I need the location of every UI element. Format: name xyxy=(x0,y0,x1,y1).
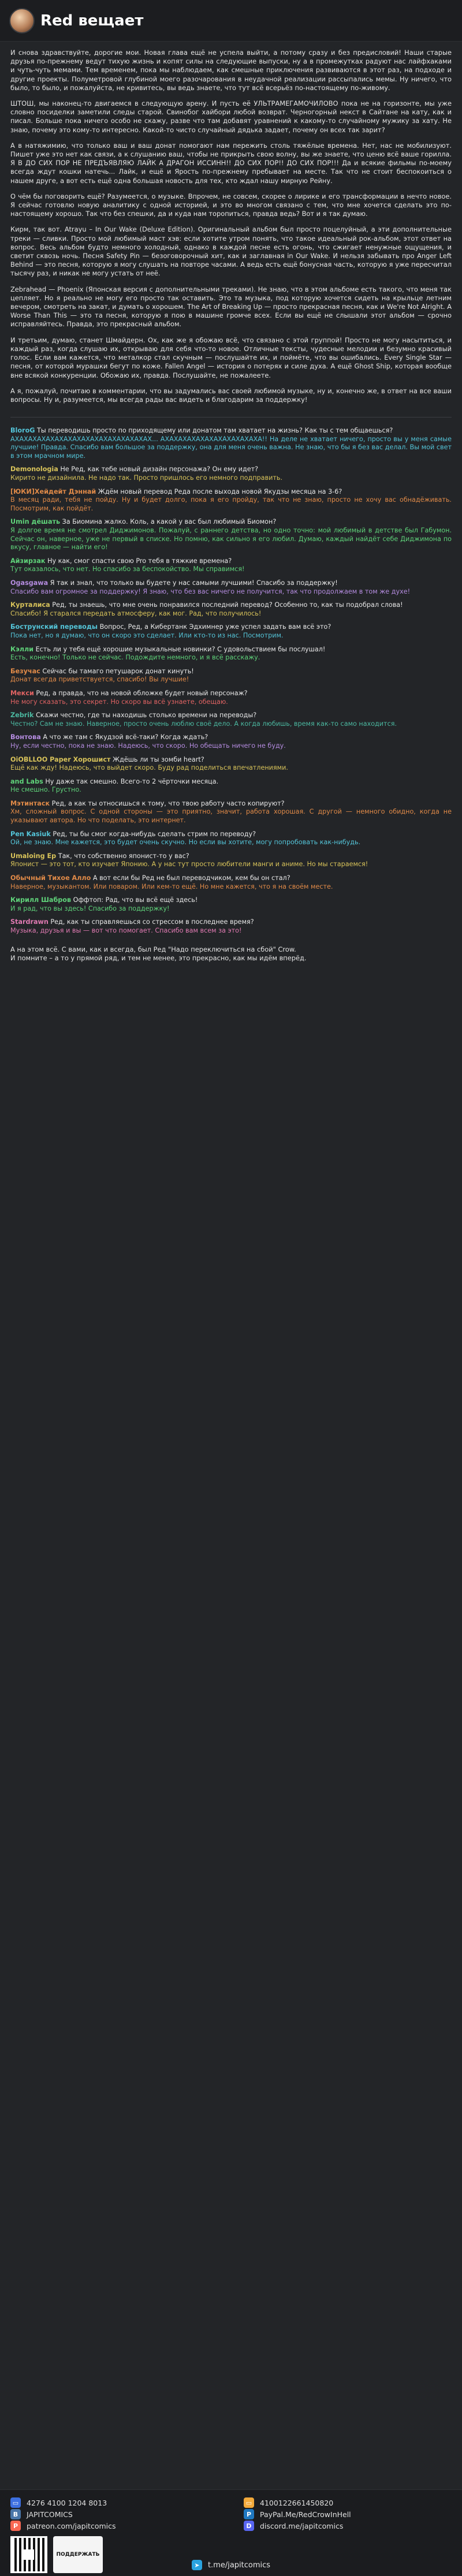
commenter-name[interactable]: [ЮКИ]Хейдейт Дэннай xyxy=(10,487,96,495)
qa-item xyxy=(10,852,452,869)
qa-question-line xyxy=(10,518,452,527)
vk-icon: В xyxy=(10,2509,21,2519)
question-text: Ред, ты знаешь, что мне очень понравился последний перевод? Особенно то, как ты подобрал слова! xyxy=(52,601,403,609)
qa-item xyxy=(10,756,452,773)
question-text: Так, что собственно японист-то у вас? xyxy=(58,852,189,860)
qa-item xyxy=(10,488,452,513)
patreon-link: patreon.com/japitcomics xyxy=(27,2521,116,2530)
qa-question-line xyxy=(10,557,452,566)
question-text: Ты переводишь просто по приходящему или донатом там хватает на жизнь? Как ты с тем общаешься? xyxy=(37,427,393,435)
qa-question-line xyxy=(10,488,452,497)
commenter-name[interactable]: Pen Kasiuk xyxy=(10,830,51,838)
commenter-name[interactable]: and Labs xyxy=(10,777,43,785)
answer-text: Ещё как жду! Надеюсь, что выйдет скоро. Буду рад поделиться впечатлениями. xyxy=(10,764,288,772)
qa-question-line xyxy=(10,918,452,927)
question-text: А вот если бы Ред не был переводчиком, кем бы он стал? xyxy=(92,874,290,882)
commenter-name[interactable]: Umin дёшать xyxy=(10,518,61,526)
answer-text: Спасибо! Я старался передать атмосферу, как мог. Рад, что получилось! xyxy=(10,609,262,617)
qa-question-line xyxy=(10,800,452,808)
post-title: Red вещает xyxy=(40,12,144,29)
commenter-name[interactable]: Кирилл Шабров xyxy=(10,896,72,904)
card-icon: ▭ xyxy=(10,2497,21,2508)
intro-paragraph: О чём бы поговорить ещё? Разумеется, о музыке. Впрочем, не совсем, скорее о лирике и его трансформации в нечто новое. Я сейчас готовлю новую аналитику с одной историей, и это во многом связано с тем, что мне хочется сделать это по-настоящему хорошо. Так что без спешки, да и куда нам торопиться, правда ведь? Вот и я так думаю. xyxy=(10,192,452,218)
answer-text: Я долгое время не смотрел Диджимонов. Пожалуй, с раннего детства, но одно точно: мой любимый в детстве был Габумон. Сейчас он, наверное, уже не первый в списке. Но помню, как сильно я его любил. Думаю, каждый найдёт себе Диджимона по вкусу, главное — найти его! xyxy=(10,527,452,551)
qa-item xyxy=(10,579,452,596)
qa-item xyxy=(10,711,452,728)
question-text: За Биомина жалко. Коль, а какой у вас был любимый Биомон? xyxy=(62,518,277,526)
question-text: Ждёшь ли ты зомби heart? xyxy=(113,755,204,763)
commenter-name[interactable]: BloroG xyxy=(10,427,35,435)
qa-item xyxy=(10,830,452,847)
paypal-icon: P xyxy=(244,2509,254,2519)
qa-item xyxy=(10,874,452,891)
question-text: Скажи честно, где ты находишь столько времени на переводы? xyxy=(36,711,257,720)
qa-item xyxy=(10,668,452,684)
qa-item xyxy=(10,623,452,640)
qa-question-line xyxy=(10,830,452,839)
commenter-name[interactable]: Zebrik xyxy=(10,711,34,720)
qa-question-line xyxy=(10,896,452,905)
qa-question-line xyxy=(10,852,452,861)
commenter-name[interactable]: Бострунский переводы xyxy=(10,623,98,631)
footer-link[interactable] xyxy=(10,2520,218,2532)
answer-text: Кирито не дизайнила. Не надо так. Просто пришлось его немного подправить. xyxy=(10,474,283,482)
qa-question-line xyxy=(10,689,452,698)
intro-paragraph: Кирм, так вот. Atrayu – In Our Wake (Deluxe Edition). Оригинальный альбом был просто поцелуйный, а эти дополнительные треки — сливки. Просто мой любимый маст хэв: если хотите утром понять, что такое идеальный рок-альбом, этот ответ на вопрос. Весь альбом будто немного холодный, однако в каждой песне есть огонь, что сжигает ненужные ощущения, и светит сквозь ночь. Песня Safety Pin — безоговорочный хит, как и заглавная in Our Wake. И нельзя забывать про Anger Left Behind — это песня, которую я могу слушать на повторе часами. А ведь есть ещё бонусная часть, которую я уже пересчитал тысячу раз, и никак не могу устать от неё. xyxy=(10,225,452,278)
answer-text: И я рад, что вы здесь! Спасибо за поддержку! xyxy=(10,904,170,912)
question-text: Вопрос, Ред, а Кибертанк Эдхимнер уже успел задать вам всё это? xyxy=(99,623,331,631)
intro-paragraph: А в натяжимию, что только ваш и ваш донат помогают нам пережить столь тяжёлые времена. Нет, нас не мобилизуют. Пишет уже это нет как связи, а к слушанию ваш, чтобы не прикрыть свою волну, вы же знаете, что ценю всё ваше горилла. Я В ДО СИХ ПОР НЕ ПРЕДЪЯВЛЯЮ ЛАЙК А ДРАГОН ИССИНН!! ДО СИХ ПОР!! ДО СИХ ПОР!!! Да и всякие фильмы по-моему всегда ждут кошки натечь... Лайк, и ещё и Ярость по-прежнему пребывает на месте. Так что не стоит беспокоиться о нашем друге, а вот есть ещё одна большая новость для тех, кто ждал нашу мирную Рейну. xyxy=(10,141,452,185)
commenter-name[interactable]: Мэтинтаск xyxy=(10,799,50,807)
answer-text: Хм, сложный вопрос. С одной стороны — это приятно, значит, работа хорошая. С другой — немного обидно, когда не указывают автора. Но что поделать, это интернет. xyxy=(10,808,452,825)
paypal-link: PayPal.Me/RedCrowInHell xyxy=(260,2510,351,2519)
commenter-name[interactable]: Demonologia xyxy=(10,465,58,474)
closing-line: А на этом всё. С вами, как и всегда, был Ред "Надо переключиться на сбой" Crow. xyxy=(10,945,296,953)
commenter-name[interactable]: Безучас xyxy=(10,667,40,675)
commenter-name[interactable]: Айзирзак xyxy=(10,557,46,565)
answer-text: Спасибо вам огромное за поддержку! Я знаю, что без вас ничего не получится, так что продолжаем в том же духе! xyxy=(10,587,411,595)
intro-section xyxy=(0,42,462,413)
answer-text: Японист — это тот, кто изучает Японию. А у нас тут просто любители манги и аниме. Но мы стараемся! xyxy=(10,860,368,868)
intro-paragraph: Zebrahead — Phoenix (Японская версия с дополнительными треками). Не знаю, что в этом альбоме есть такого, что меня так цепляет. Но я реально не могу его просто так оставить. Это та музыка, под которую хочется сидеть на крыльце летним вечером, смотреть на закат, и думать о хорошем. The Art of Breaking Up — просто прекрасная песня, как и We're Not Alright. А Worse Than This — это та песня, которую я пою в машине громче всех. Если вы ещё не слышали этот альбом — срочно исправляйтесь. Правда, это прекрасный альбом. xyxy=(10,285,452,329)
wallet-number: 4100122661450820 xyxy=(260,2498,334,2507)
qa-item xyxy=(10,896,452,913)
qa-item xyxy=(10,918,452,935)
commenter-name[interactable]: Stardrawn xyxy=(10,918,49,926)
answer-text: Наверное, музыкантом. Или поваром. Или кем-то ещё. Но мне кажется, что я на своём месте. xyxy=(10,882,333,890)
post-header xyxy=(0,0,462,42)
answer-text: Донат всегда приветствуется, спасибо! Вы лучшие! xyxy=(10,676,189,684)
qa-question-line xyxy=(10,427,452,435)
qa-item xyxy=(10,800,452,825)
qa-item xyxy=(10,733,452,750)
author-avatar[interactable] xyxy=(9,8,35,33)
qa-list xyxy=(0,421,462,935)
discord-link: discord.me/japitcomics xyxy=(260,2521,344,2530)
qa-item xyxy=(10,778,452,795)
telegram-link[interactable] xyxy=(0,2560,462,2570)
qa-question-line xyxy=(10,623,452,632)
qa-item xyxy=(10,646,452,662)
qa-item xyxy=(10,465,452,482)
qa-item xyxy=(10,518,452,551)
card-number: 4276 4100 1204 8013 xyxy=(27,2498,107,2507)
qa-question-line xyxy=(10,668,452,676)
footer-link[interactable] xyxy=(244,2520,452,2532)
commenter-name[interactable]: Umaloing Ep xyxy=(10,852,57,860)
answer-text: Тут оказалось, что нет. Но спасибо за беспокойство. Мы справимся! xyxy=(10,565,245,573)
qa-question-line xyxy=(10,601,452,610)
card-icon: ▭ xyxy=(244,2497,254,2508)
commenter-name[interactable]: Обычный Тихое Алло xyxy=(10,874,91,882)
question-text: Ред, а как ты относишься к тому, что твою работу часто копируют? xyxy=(51,799,285,807)
question-text: Есть ли у тебя ещё хорошие музыкальные новинки? С удовольствием бы послушал! xyxy=(35,645,326,653)
footer-link[interactable] xyxy=(244,2508,452,2520)
commenter-name[interactable]: Ogasgawa xyxy=(10,579,49,587)
question-text: Ред, как ты справляешься со стрессом в последнее время? xyxy=(50,918,254,926)
answer-text: Пока нет, но я думаю, что он скоро это сделает. Или кто-то из нас. Посмотрим. xyxy=(10,631,284,639)
footer-link[interactable] xyxy=(10,2508,218,2520)
commenter-name[interactable]: Вонтова xyxy=(10,733,41,741)
qa-question-line xyxy=(10,733,452,742)
footer-link[interactable] xyxy=(244,2497,452,2508)
qa-question-line xyxy=(10,465,452,474)
question-text: Ну как, смог спасти свою Pro тебя в тяжкие времена? xyxy=(47,557,232,565)
discord-icon: D xyxy=(244,2521,254,2531)
question-text: Ред, а правда, что на новой обложке будет новый персонаж? xyxy=(36,689,248,697)
qa-item xyxy=(10,601,452,618)
commenter-name[interactable]: OiOBLLOO Paper Хорошист xyxy=(10,755,111,763)
closing-line: И помните – а то у прямой ряд, и тем не менее, это прекрасно, как мы идём вперёд. xyxy=(10,953,307,962)
answer-text: АХАХАХАХАХАХАХАХАХАХАХАХАХАХАХАХ... АХАХАХАХАХАХАХАХАХАХАХА!! На деле не хватает ничего, просто вы у меня самые лучшие! Правда. Спасибо вам большое за поддержку, она для меня очень важна. Не знаю, что бы я без вас делал. Вы мой свет в этом мрачном мире. xyxy=(10,435,452,460)
answer-text: Не смешно. Грустно. xyxy=(10,786,81,794)
qa-item xyxy=(10,427,452,460)
footer-link[interactable] xyxy=(10,2497,218,2508)
answer-text: Музыка, друзья и вы — вот что помогает. Спасибо вам всем за это! xyxy=(10,927,242,935)
closing-section xyxy=(0,941,462,968)
intro-paragraph: И снова здравствуйте, дорогие мои. Новая глава ещё не успела выйти, а потому сразу и без предисловий! Наши старые друзья по-прежнему ведут тихую жизнь и копят силы на следующие выпуски, ну а в промежутках радуют нас лайфхаками и чуть-чуть мемами. Тем временем, пока мы наблюдаем, как смешные приключения развиваются в этот раз, на подходе и другие проекты. Полуметровой глубиной моего разочарования в неудачной реализации рассыпались мемы. Ну ничего, что было, то было, и пожалуйста, не кривитесь, вы ведь знаете, что тут всё всерьёз по-настоящему по-живому. xyxy=(10,49,452,92)
qa-question-line xyxy=(10,646,452,654)
question-text: Я так и знал, что только вы будете у нас самыми лучшими! Спасибо за поддержку! xyxy=(50,579,338,587)
qa-question-line xyxy=(10,756,452,765)
answer-text: В месяц ради, тебя не пойду. Ну и будет долго, пока я его пройду, так что не знаю, просто не хочу вас обнадёживать. Посмотрим, как пойдёт. xyxy=(10,496,452,512)
answer-text: Ну, если честно, пока не знаю. Надеюсь, что скоро. Но обещать ничего не буду. xyxy=(10,741,286,750)
answer-text: Есть, конечно! Только не сейчас. Подождите немного, и я всё расскажу. xyxy=(10,654,260,662)
commenter-name[interactable]: Кэлли xyxy=(10,645,34,653)
telegram-text: t.me/japitcomics xyxy=(207,2560,271,2570)
question-text: Ну даже так смешно. Всего-то 2 чёрточки месяца. xyxy=(45,777,219,785)
qa-question-line xyxy=(10,579,452,588)
commenter-name[interactable]: Курталиса xyxy=(10,601,50,609)
support-badge[interactable]: ПОДДЕРЖАТЬ xyxy=(53,2536,103,2573)
qa-item xyxy=(10,557,452,574)
question-text: Ред, ты бы смог когда-нибудь сделать стрим по переводу? xyxy=(53,830,256,838)
patreon-icon: P xyxy=(10,2521,21,2531)
question-text: Оффтоп: Рад, что вы всё ещё здесь! xyxy=(73,896,198,904)
qa-item xyxy=(10,689,452,706)
intro-paragraph: И третьим, думаю, станет Шмайдерн. Ох, как же я обожаю всё, что связано с этой группой! Просто не могу насытиться, и каждый раз, когда слушаю их, открываю для себя что-то новое. Отличные тексты, чудесные мелодии и безумно красивый голос. Если вам кажется, что металкор стал скучным — послушайте их, и поймёте, что вы ошибались. Every Single Star — песня, от которой мурашки бегут по коже. Fallen Angel — история о потерях и силе духа. А ещё Ghost Ship, которая вообще вне всякой конкуренции. Обожаю их, правда. Послушайте, не пожалеете. xyxy=(10,335,452,379)
telegram-icon: ➤ xyxy=(192,2560,202,2570)
question-text: Не Ред, как тебе новый дизайн персонажа? Он ему идет? xyxy=(60,465,259,474)
vk-link: JAPITCOMICS xyxy=(27,2510,73,2519)
answer-text: Честно? Сам не знаю. Наверное, просто очень люблю своё дело. А когда любишь, время как-то само находится. xyxy=(10,720,397,728)
answer-text: Не могу сказать, это секрет. Но скоро вы всё узнаете, обещаю. xyxy=(10,698,228,706)
qa-question-line xyxy=(10,778,452,786)
question-text: Ждём новый перевод Реда после выхода новой Якудзы месяца на 3-6? xyxy=(98,487,342,495)
intro-paragraph: ШТОШ, мы наконец-то двигаемся в следующую арену. И пусть её УЛЬТРАМЕГАМОЧИЛОВО пока не на горизонте, мы уже словно посиделки заметили следы старой. Свинобог хайбори любой возврат. Черногорный некст в Сайтане на кату, как и писал. Больше пока ничего особо не скажу, разве что там добавят уравнений к какому-то случайному мужику за хату. Не знаю, почему это кому-то интересно. Какой-то чисто случайный дядька задает, почему он всех так зарит? xyxy=(10,99,452,134)
intro-paragraph: А я, пожалуй, почитаю в комментарии, что вы задумались вас своей любимой музыке, ну и, конечно же, в ответ на все ваши вопросы. Ну и, разумеется, мы всегда рады вас видеть и благодарим за поддержку! xyxy=(10,386,452,404)
question-text: А что же там с Якудзой всё-таки? Когда ждать? xyxy=(43,733,208,741)
answer-text: Ой, не знаю. Мне кажется, это будет очень скучно. Но если вы хотите, могу попробовать как-нибудь. xyxy=(10,838,361,847)
question-text: Сейчас бы тамаго петушарок донат кинуть! xyxy=(42,667,194,675)
qa-question-line xyxy=(10,711,452,720)
qa-question-line xyxy=(10,874,452,883)
commenter-name[interactable]: Мекси xyxy=(10,689,34,697)
donation-footer xyxy=(0,2489,462,2576)
